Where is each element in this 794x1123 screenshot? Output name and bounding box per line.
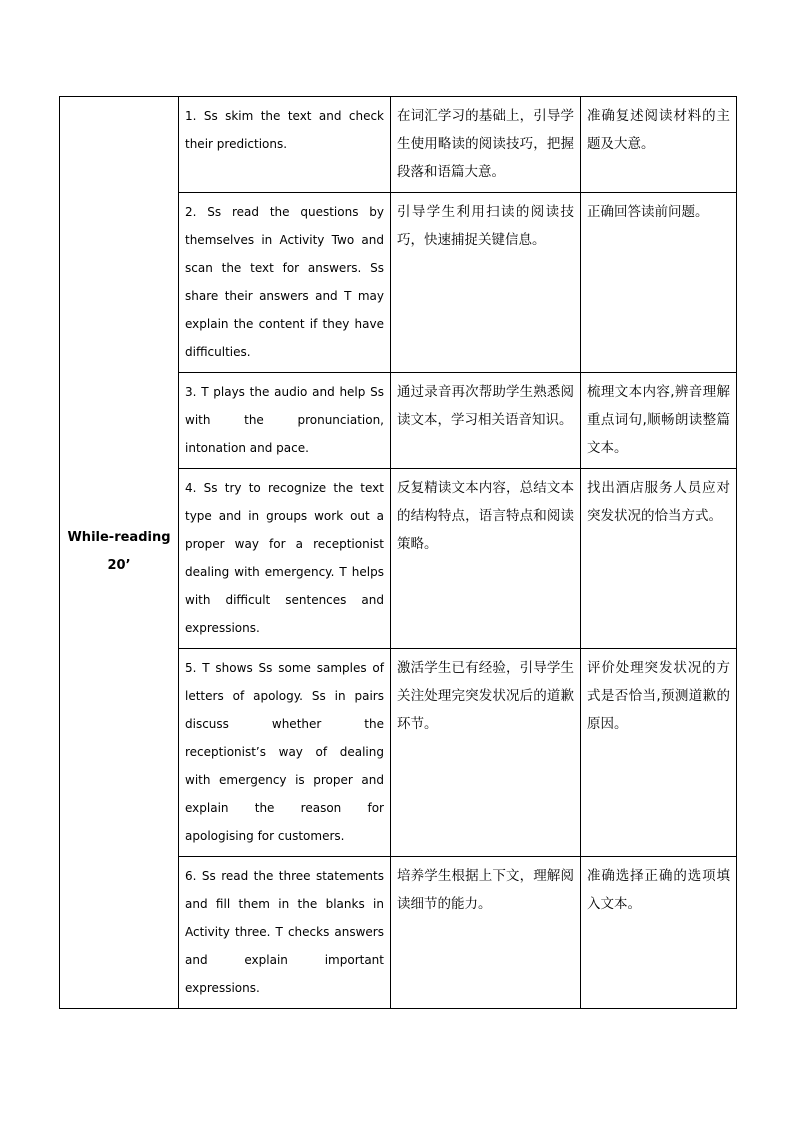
outcome-cell: 找出酒店服务人员应对突发状况的恰当方式。 [581, 469, 737, 649]
activity-cell: 4. Ss try to recognize the text type and in groups work out a proper way for a receptionist dealing with emergency. T helps with difficult sentences and expressions. [179, 469, 391, 649]
purpose-cell: 引导学生利用扫读的阅读技巧，快速捕捉关键信息。 [391, 193, 581, 373]
outcome-cell: 正确回答读前问题。 [581, 193, 737, 373]
activity-cell: 6. Ss read the three statements and fill them in the blanks in Activity three. T checks answers and explain important expressions. [179, 857, 391, 1009]
purpose-cell: 通过录音再次帮助学生熟悉阅读文本，学习相关语音知识。 [391, 373, 581, 469]
purpose-cell: 激活学生已有经验，引导学生关注处理完突发状况后的道歉环节。 [391, 649, 581, 857]
outcome-cell: 准确复述阅读材料的主题及大意。 [581, 97, 737, 193]
purpose-cell: 反复精读文本内容，总结文本的结构特点，语言特点和阅读策略。 [391, 469, 581, 649]
activity-cell: 2. Ss read the questions by themselves in Activity Two and scan the text for answers. Ss share their answers and T may explain the content if they have difficulties. [179, 193, 391, 373]
purpose-cell: 在词汇学习的基础上，引导学生使用略读的阅读技巧，把握段落和语篇大意。 [391, 97, 581, 193]
stage-cell [60, 97, 179, 1009]
outcome-cell: 梳理文本内容,辨音理解重点词句,顺畅朗读整篇文本。 [581, 373, 737, 469]
lesson-plan-table [59, 96, 737, 1009]
activity-cell: 5. T shows Ss some samples of letters of apology. Ss in pairs discuss whether the receptionist’s way of dealing with emergency is proper and explain the reason for apologising for customers. [179, 649, 391, 857]
table-row [60, 97, 737, 193]
stage-name: While-reading [67, 530, 171, 545]
outcome-cell: 评价处理突发状况的方式是否恰当,预测道歉的原因。 [581, 649, 737, 857]
activity-cell: 1. Ss skim the text and check their predictions. [179, 97, 391, 193]
activity-cell: 3. T plays the audio and help Ss with the pronunciation, intonation and pace. [179, 373, 391, 469]
stage-time: 20’ [107, 558, 131, 573]
outcome-cell: 准确选择正确的选项填入文本。 [581, 857, 737, 1009]
purpose-cell: 培养学生根据上下文，理解阅读细节的能力。 [391, 857, 581, 1009]
